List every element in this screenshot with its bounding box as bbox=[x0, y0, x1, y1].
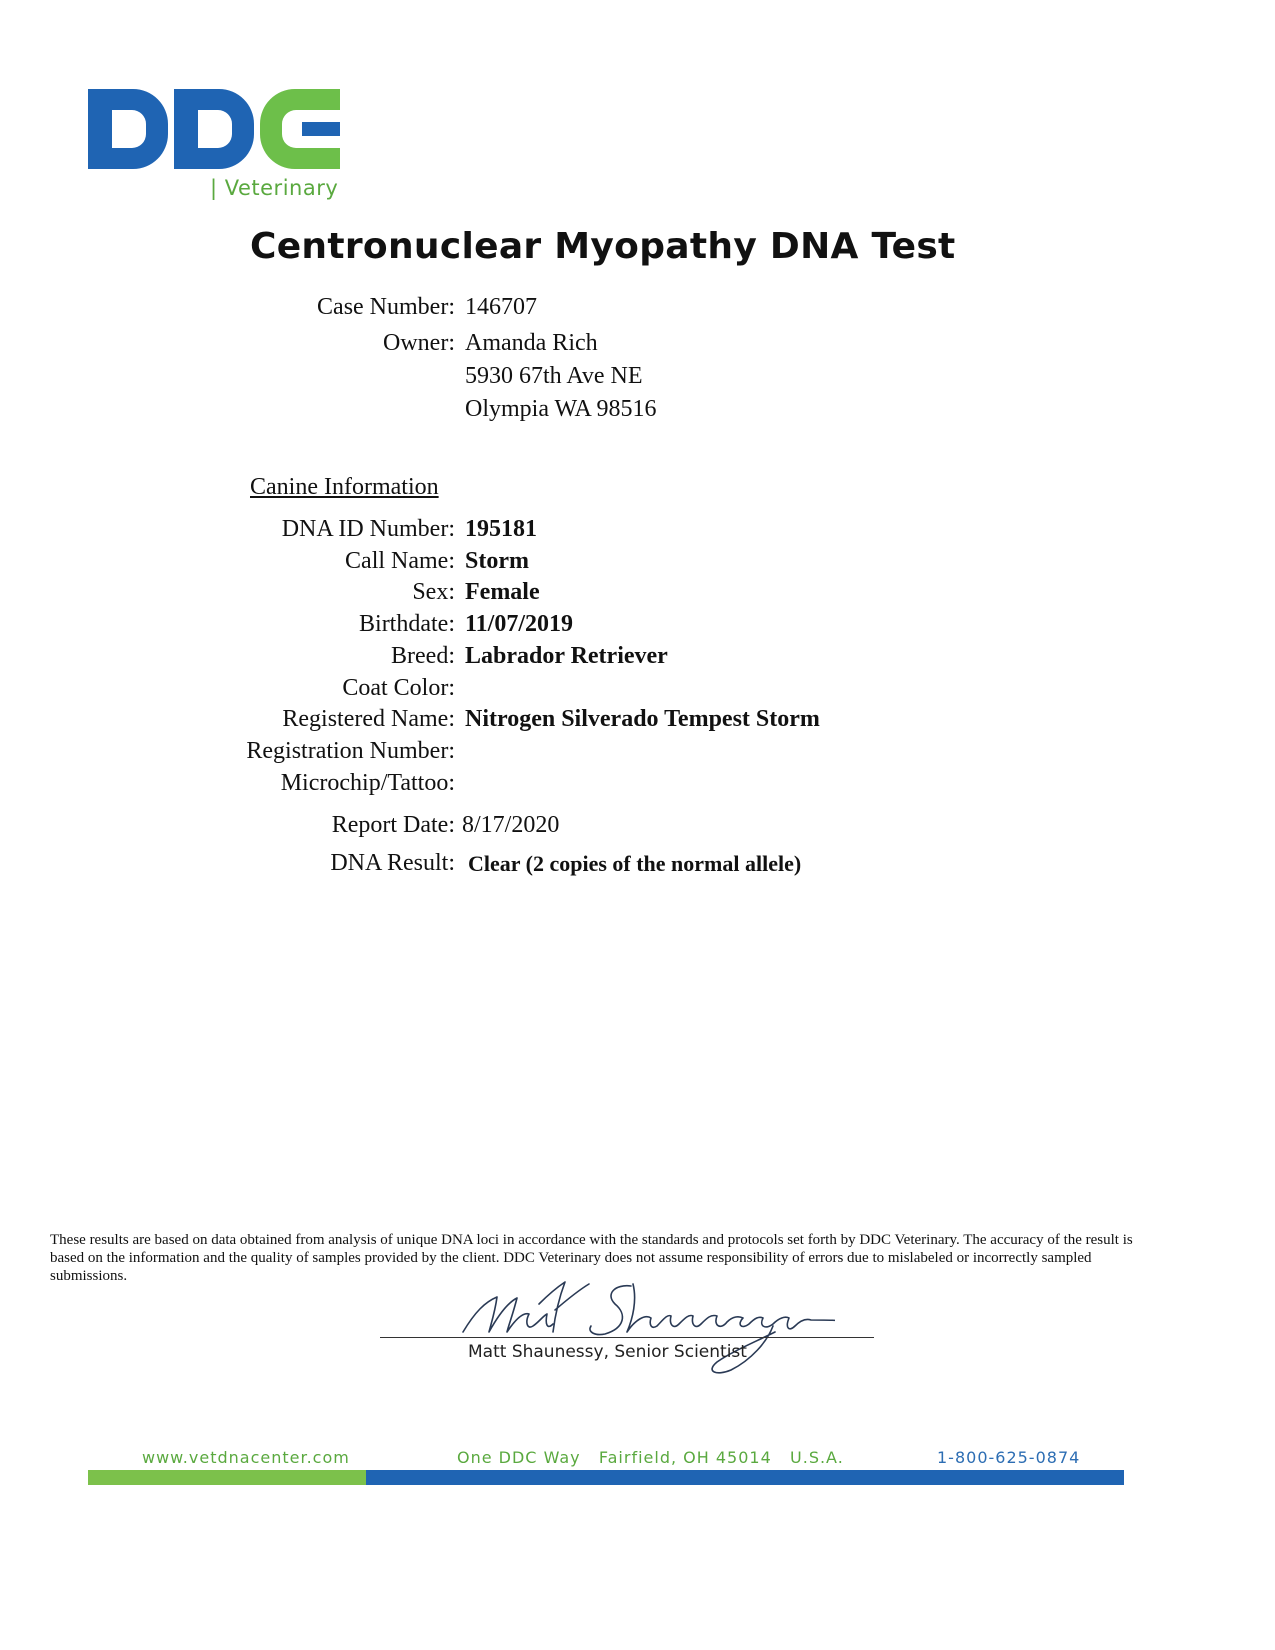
footer-website: www.vetdnacenter.com bbox=[142, 1448, 350, 1467]
dna-id-label: DNA ID Number: bbox=[281, 516, 455, 542]
coat-color-label: Coat Color: bbox=[342, 675, 455, 701]
sex-label: Sex: bbox=[412, 579, 455, 605]
sex-value: Female bbox=[465, 579, 540, 605]
dna-result-value: Clear (2 copies of the normal allele) bbox=[468, 851, 802, 876]
owner-street: 5930 67th Ave NE bbox=[465, 363, 643, 389]
footer-address: One DDC Way Fairfield, OH 45014 U.S.A. bbox=[457, 1448, 844, 1467]
footer-bar-green bbox=[88, 1470, 366, 1485]
owner-name: Amanda Rich bbox=[465, 330, 598, 356]
footer-bar-blue bbox=[366, 1470, 1124, 1485]
call-name-value: Storm bbox=[465, 548, 529, 574]
logo-subtitle: | Veterinary bbox=[210, 176, 339, 200]
footer-phone: 1-800-625-0874 bbox=[937, 1448, 1081, 1467]
page-title: Centronuclear Myopathy DNA Test bbox=[250, 226, 956, 267]
breed-label: Breed: bbox=[391, 643, 455, 669]
logo-letter-d2 bbox=[174, 89, 254, 169]
call-name-label: Call Name: bbox=[345, 548, 455, 574]
dna-id-value: 195181 bbox=[465, 516, 537, 542]
registration-number-label: Registration Number: bbox=[246, 738, 455, 764]
canine-info-heading: Canine Information bbox=[250, 474, 439, 500]
registered-name-label: Registered Name: bbox=[282, 706, 455, 732]
owner-city: Olympia WA 98516 bbox=[465, 396, 657, 422]
dna-result-label: DNA Result: bbox=[330, 850, 455, 876]
report-date-value: 8/17/2020 bbox=[462, 812, 560, 838]
case-number-value: 146707 bbox=[465, 294, 537, 320]
logo-accent bbox=[302, 122, 340, 136]
disclaimer-text: These results are based on data obtained from analysis of unique DNA loci in accordance with the standards and protocols set forth by DDC Veterinary. The accuracy of the result is based on the information and the quality of samples provided by the client. DDC Veterinary does not assume responsibility of errors due to mislabeled or incorrectly sampled submissions. bbox=[50, 1232, 1133, 1284]
birthdate-label: Birthdate: bbox=[359, 611, 455, 637]
signature-line bbox=[380, 1337, 874, 1338]
owner-label: Owner: bbox=[383, 330, 455, 356]
breed-value: Labrador Retriever bbox=[465, 643, 668, 669]
microchip-label: Microchip/Tattoo: bbox=[280, 770, 455, 796]
case-number-label: Case Number: bbox=[317, 294, 455, 320]
registered-name-value: Nitrogen Silverado Tempest Storm bbox=[465, 706, 820, 732]
report-date-label: Report Date: bbox=[331, 812, 455, 838]
birthdate-value: 11/07/2019 bbox=[465, 611, 574, 637]
signature-image bbox=[455, 1272, 835, 1382]
logo-letter-d1 bbox=[88, 89, 168, 169]
signer-name-title: Matt Shaunessy, Senior Scientist bbox=[468, 1342, 747, 1362]
